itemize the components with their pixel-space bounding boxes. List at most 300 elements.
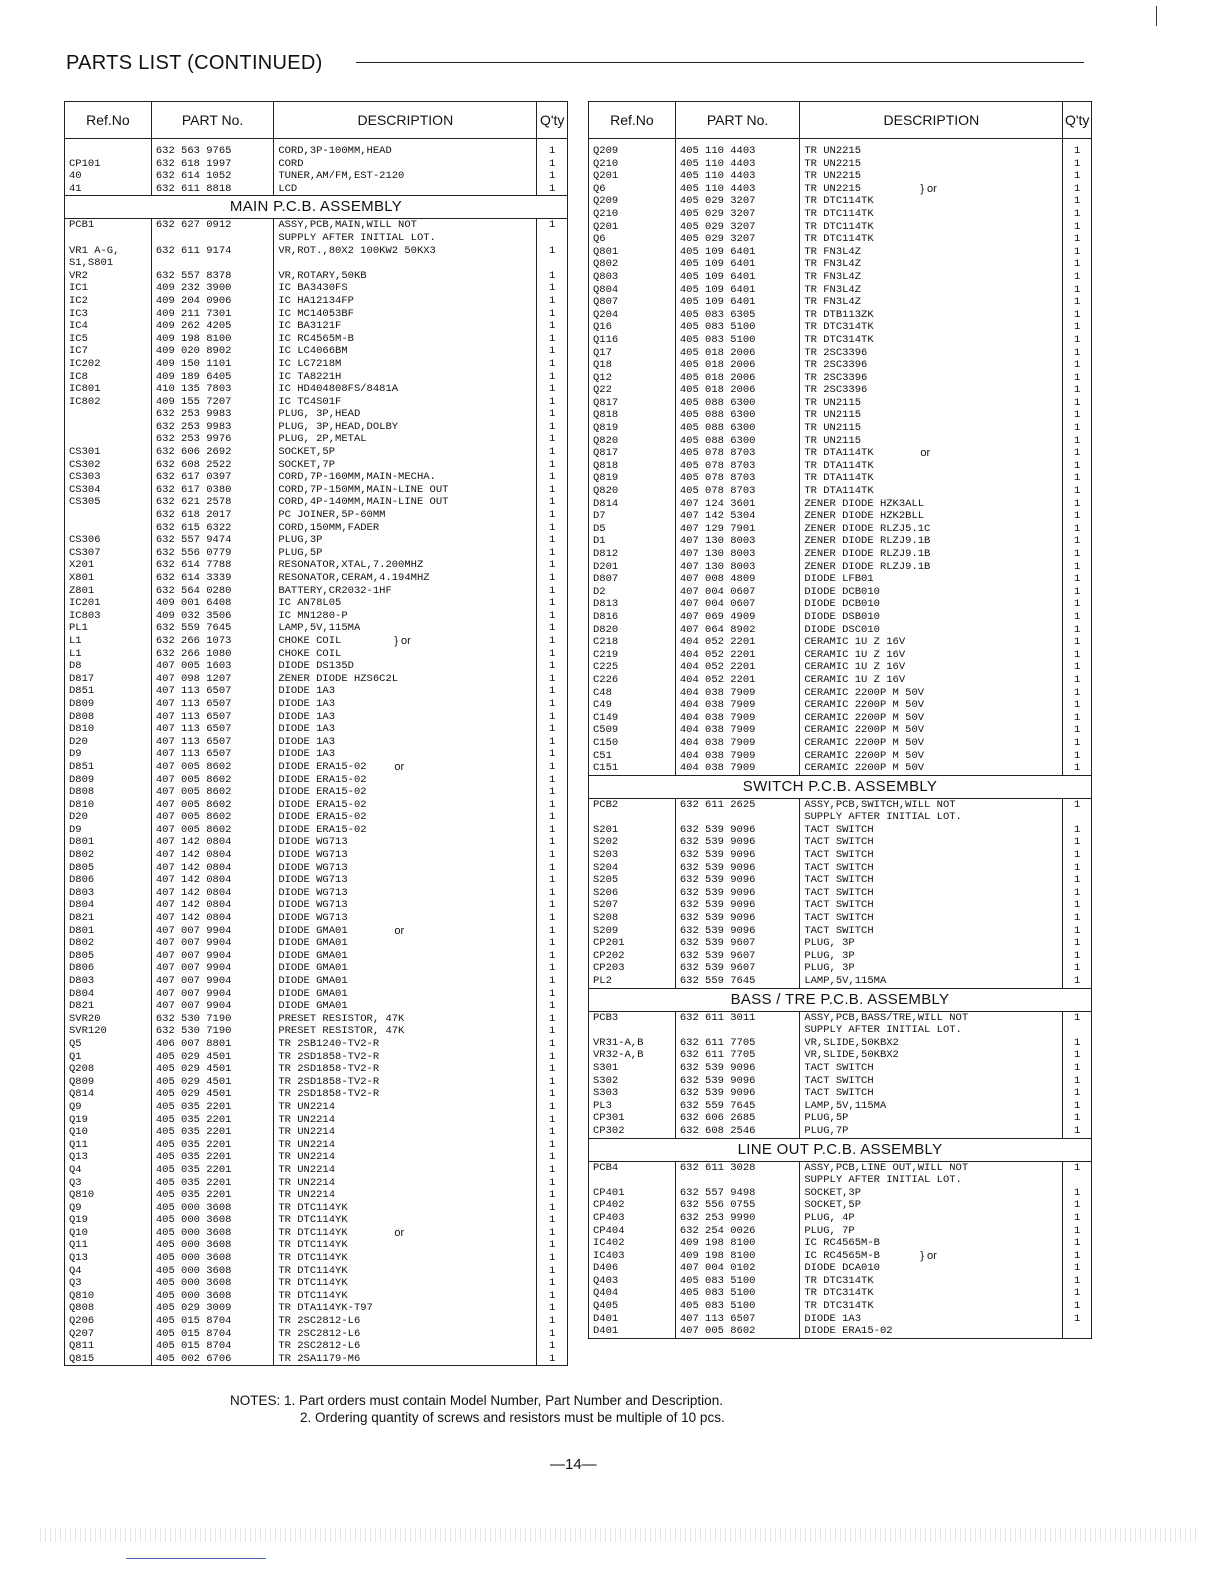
table-row: [65, 1025, 567, 1038]
description-cell: TR UN2214: [274, 1164, 537, 1177]
ref-no-cell: Q818: [589, 460, 675, 473]
left-parts-table: [64, 101, 568, 1366]
qty-cell: 1: [549, 634, 556, 647]
part-no-cell: 409 155 7207: [151, 396, 273, 409]
ref-no-cell: D802: [65, 937, 151, 950]
qty-cell: 1: [549, 1189, 556, 1202]
section-heading: [589, 775, 1091, 798]
ref-no-cell: D801: [65, 836, 151, 849]
part-no-cell: 632 618 1997: [151, 158, 273, 171]
ref-no-cell: S301: [589, 1062, 675, 1075]
table-row: [65, 698, 567, 711]
qty-cell: 1: [549, 1226, 556, 1239]
description-cell: DIODE WG713: [274, 899, 537, 912]
part-no-cell: 409 198 8100: [151, 333, 273, 346]
table-row: [589, 862, 1091, 875]
ref-no-cell: D821: [65, 1000, 151, 1013]
ref-no-cell: L1: [65, 648, 151, 661]
ref-no-cell: C149: [589, 712, 675, 725]
qty-cell: 1: [1074, 485, 1081, 498]
table-row: [65, 1139, 567, 1152]
description-cell: TR FN3L4Z: [800, 246, 1063, 259]
table-row: [65, 761, 567, 774]
description-cell: SUPPLY AFTER INITIAL LOT.: [274, 232, 537, 245]
table-row: [589, 762, 1091, 775]
ref-no-cell: Q3: [65, 1177, 151, 1190]
qty-cell: 1: [549, 962, 556, 975]
qty-cell: 1: [1074, 409, 1081, 422]
part-no-cell: 405 000 3608: [151, 1214, 273, 1227]
part-no-cell: 632 556 0755: [675, 1199, 799, 1212]
table-row: [589, 661, 1091, 674]
part-no-cell: 405 035 2201: [151, 1126, 273, 1139]
part-no-cell: 405 083 5100: [675, 1300, 799, 1313]
description-cell: SUPPLY AFTER INITIAL LOT.: [800, 1024, 1063, 1037]
part-no-cell: 632 557 8378: [151, 270, 273, 283]
qty-cell: 1: [1074, 359, 1081, 372]
ref-no-cell: D20: [65, 736, 151, 749]
description-cell: CERAMIC 1U Z 16V: [800, 661, 1063, 674]
header-qty: Q'ty: [537, 102, 567, 139]
part-no-cell: 405 029 3207: [675, 195, 799, 208]
table-row: [589, 271, 1091, 284]
part-no-cell: 632 539 9096: [675, 824, 799, 837]
table-row: [65, 1114, 567, 1127]
table-row: [589, 435, 1091, 448]
qty-cell: 1: [549, 647, 556, 660]
ref-no-cell: D804: [65, 899, 151, 912]
description-cell: DIODE ERA15-02: [274, 824, 537, 837]
part-no-cell: 407 064 8902: [675, 624, 799, 637]
part-no-cell: 407 007 9904: [151, 925, 273, 938]
description-cell: IC MN1280-P: [274, 610, 537, 623]
ref-no-cell: D809: [65, 698, 151, 711]
description-cell: TR 2SD1858-TV2-R: [274, 1051, 537, 1064]
description-cell: DIODE ERA15-02: [274, 799, 537, 812]
part-no-cell: 409 232 3900: [151, 282, 273, 295]
qty-cell: 1: [1074, 975, 1081, 987]
part-no-cell: 632 611 7705: [675, 1037, 799, 1050]
qty-cell: 1: [1074, 1237, 1081, 1250]
ref-no-cell: C219: [589, 649, 675, 662]
table-row: [65, 484, 567, 497]
table-row: [65, 320, 567, 333]
ref-no-cell: Q210: [589, 158, 675, 171]
description-cell: TR 2SB1240-TV2-R: [274, 1038, 537, 1051]
header-description: DESCRIPTION: [274, 102, 537, 139]
qty-cell: 1: [1074, 1199, 1081, 1212]
description-cell: DIODE WG713: [274, 912, 537, 925]
title-rule: [356, 62, 1084, 63]
description-cell: IC BA3430FS: [274, 282, 537, 295]
ref-no-cell: IC403: [589, 1250, 675, 1263]
right-parts-table: [588, 101, 1092, 1339]
table-row: [589, 950, 1091, 963]
part-no-cell: 404 038 7909: [675, 712, 799, 725]
table-row: [65, 622, 567, 635]
description-cell: DIODE GMA01: [274, 975, 537, 988]
qty-cell: 1: [549, 597, 556, 610]
qty-cell: 1: [549, 609, 556, 622]
ref-no-cell: D803: [65, 975, 151, 988]
description-cell: PLUG, 3P,HEAD,DOLBY: [274, 421, 537, 434]
ref-no-cell: Q811: [65, 1340, 151, 1353]
part-no-cell: 632 564 0280: [151, 585, 273, 598]
qty-cell: 1: [549, 572, 556, 584]
ref-no-cell: D1: [589, 535, 675, 548]
qty-cell: 1: [1074, 1061, 1081, 1074]
description-cell: PLUG,3P: [274, 534, 537, 547]
qty-cell: 1: [1074, 585, 1081, 598]
description-cell: TR DTC114YK: [274, 1202, 537, 1215]
page-title: PARTS LIST (CONTINUED): [66, 52, 323, 74]
part-no-cell: 405 083 5100: [675, 321, 799, 334]
description-cell: DIODE DCB010: [800, 586, 1063, 599]
table-row: [65, 383, 567, 396]
ref-no-cell: D2: [589, 586, 675, 599]
qty-cell: 1: [549, 1012, 556, 1025]
table-row: [589, 699, 1091, 712]
description-cell: IC HA12134FP: [274, 295, 537, 308]
table-row: [65, 723, 567, 736]
ref-no-cell: PCB2: [589, 798, 675, 811]
table-row: [589, 811, 1091, 824]
part-no-cell: 405 109 6401: [675, 284, 799, 297]
table-row: [65, 1290, 567, 1303]
table-row: [589, 1125, 1091, 1138]
ref-no-cell: D821: [65, 912, 151, 925]
ref-no-cell: Q201: [589, 221, 675, 234]
ref-no-cell: IC5: [65, 333, 151, 346]
table-row: [65, 1214, 567, 1227]
ref-no-cell: Z801: [65, 585, 151, 598]
part-no-cell: 407 005 8602: [151, 761, 273, 774]
description-cell: IC RC4565M-B } or: [800, 1250, 1063, 1263]
description-cell: RESONATOR,XTAL,7.200MHZ: [274, 559, 537, 572]
qty-cell: 1: [549, 458, 556, 471]
qty-cell: 1: [549, 912, 556, 925]
part-no-cell: 409 020 8902: [151, 345, 273, 358]
description-cell: CERAMIC 1U Z 16V: [800, 649, 1063, 662]
description-cell: TR 2SC2812-L6: [274, 1315, 537, 1328]
description-cell: DIODE DCB010: [800, 598, 1063, 611]
part-no-cell: 404 052 2201: [675, 674, 799, 687]
ref-no-cell: S205: [589, 874, 675, 887]
part-no-cell: 405 029 3009: [151, 1302, 273, 1315]
ref-no-cell: Q804: [589, 284, 675, 297]
section-title: BASS / TRE P.C.B. ASSEMBLY: [589, 988, 1091, 1011]
ref-no-cell: D851: [65, 685, 151, 698]
part-no-cell: 410 135 7803: [151, 383, 273, 396]
part-no-cell: 632 539 9096: [675, 849, 799, 862]
description-cell: DIODE DSC010: [800, 624, 1063, 637]
qty-cell: 1: [1074, 308, 1081, 321]
table-row: [589, 836, 1091, 849]
part-no-cell: 405 110 4403: [675, 158, 799, 171]
qty-cell: 1: [549, 1100, 556, 1113]
ref-no-cell: CP402: [589, 1199, 675, 1212]
part-no-cell: 409 198 8100: [675, 1237, 799, 1250]
part-no-cell: 405 035 2201: [151, 1139, 273, 1152]
qty-cell: 1: [1074, 636, 1081, 649]
ref-no-cell: S207: [589, 899, 675, 912]
part-no-cell: 405 078 8703: [675, 472, 799, 485]
table-row: [65, 950, 567, 963]
ref-no-cell: IC8: [65, 371, 151, 384]
part-no-cell: 404 052 2201: [675, 636, 799, 649]
description-cell: ASSY,PCB,MAIN,WILL NOT: [274, 219, 537, 232]
ref-no-cell: Q810: [65, 1290, 151, 1303]
part-no-cell: 405 083 5100: [675, 334, 799, 347]
description-cell: TUNER,AM/FM,EST-2120: [274, 170, 537, 183]
qty-cell: 1: [549, 546, 556, 559]
part-no-cell: 405 029 4501: [151, 1076, 273, 1089]
description-cell: SOCKET,5P: [800, 1199, 1063, 1212]
part-no-cell: 405 109 6401: [675, 246, 799, 259]
ref-no-cell: Q206: [65, 1315, 151, 1328]
ref-no-cell: CS301: [65, 446, 151, 459]
part-no-cell: 632 530 7190: [151, 1025, 273, 1038]
table-row: [589, 1237, 1091, 1250]
ref-no-cell: IC402: [589, 1237, 675, 1250]
table-row: [589, 1112, 1091, 1125]
part-no-cell: 407 007 9904: [151, 975, 273, 988]
ref-no-cell: D817: [65, 673, 151, 686]
ref-no-cell: Q19: [65, 1114, 151, 1127]
part-no-cell: 405 002 6706: [151, 1353, 273, 1366]
ref-no-cell: D8: [65, 660, 151, 673]
ref-no-cell: D810: [65, 723, 151, 736]
qty-cell: 1: [549, 798, 556, 811]
description-cell: DIODE ERA15-02: [274, 786, 537, 799]
qty-cell: 1: [549, 483, 556, 496]
ref-no-cell: Q204: [589, 309, 675, 322]
qty-cell: 1: [1074, 861, 1081, 874]
description-cell: TR UN2214: [274, 1177, 537, 1190]
qty-cell: 1: [1074, 1161, 1081, 1174]
qty-cell: 1: [1074, 648, 1081, 661]
ref-no-cell: SVR20: [65, 1013, 151, 1026]
description-cell: TR 2SC2812-L6: [274, 1328, 537, 1341]
ref-no-cell: CP203: [589, 962, 675, 975]
qty-cell: 1: [549, 886, 556, 899]
qty-cell: 1: [1074, 459, 1081, 472]
table-row: [65, 1177, 567, 1190]
table-row: [65, 925, 567, 938]
ref-no-cell: Q809: [65, 1076, 151, 1089]
table-row: [589, 535, 1091, 548]
qty-cell: 1: [549, 1352, 556, 1365]
part-no-cell: 404 052 2201: [675, 649, 799, 662]
note-1: NOTES: 1. Part orders must contain Model Number, Part Number and Description.: [230, 1393, 723, 1408]
table-row: [589, 586, 1091, 599]
qty-cell: 1: [1074, 1287, 1081, 1300]
part-no-cell: 405 029 3207: [675, 221, 799, 234]
table-row: [65, 282, 567, 295]
ref-no-cell: Q820: [589, 485, 675, 498]
description-cell: DIODE ERA15-02: [274, 811, 537, 824]
table-row: [589, 1187, 1091, 1200]
description-cell: PC JOINER,5P-60MM: [274, 509, 537, 522]
table-row: [589, 422, 1091, 435]
qty-cell: 1: [549, 672, 556, 685]
part-no-cell: 632 539 9096: [675, 899, 799, 912]
description-cell: TACT SWITCH: [800, 1062, 1063, 1075]
part-no-cell: 632 614 1052: [151, 170, 273, 183]
ref-no-cell: Q11: [65, 1139, 151, 1152]
description-cell: SUPPLY AFTER INITIAL LOT.: [800, 811, 1063, 824]
description-cell: TR 2SC2812-L6: [274, 1340, 537, 1353]
part-no-cell: 405 000 3608: [151, 1290, 273, 1303]
ref-no-cell: Q3: [65, 1277, 151, 1290]
description-cell: TACT SWITCH: [800, 1087, 1063, 1100]
description-cell: TR UN2214: [274, 1189, 537, 1202]
table-row: [65, 1000, 567, 1013]
ref-no-cell: D816: [589, 611, 675, 624]
part-no-cell: 405 083 5100: [675, 1275, 799, 1288]
qty-cell: 1: [1074, 283, 1081, 296]
part-no-cell: 405 083 5100: [675, 1287, 799, 1300]
qty-cell: 1: [1074, 1274, 1081, 1287]
section-heading: [589, 988, 1091, 1011]
description-cell: CHOKE COIL } or: [274, 635, 537, 648]
description-cell: TR DTC114TK: [800, 233, 1063, 246]
ref-no-cell: C49: [589, 699, 675, 712]
qty-cell: 1: [549, 332, 556, 345]
qty-cell: 1: [549, 1163, 556, 1176]
ref-no-cell: [65, 522, 151, 535]
part-no-cell: 405 035 2201: [151, 1114, 273, 1127]
qty-cell: 1: [1074, 1011, 1081, 1024]
table-row: [589, 472, 1091, 485]
part-no-cell: 405 035 2201: [151, 1177, 273, 1190]
part-no-cell: 405 035 2201: [151, 1189, 273, 1202]
ref-no-cell: Q802: [589, 258, 675, 271]
ref-no-cell: X201: [65, 559, 151, 572]
ref-no-cell: D805: [65, 862, 151, 875]
table-row: [589, 937, 1091, 950]
table-row: [65, 899, 567, 912]
ref-no-cell: Q116: [589, 334, 675, 347]
qty-cell: 1: [549, 496, 556, 509]
qty-cell: 1: [1074, 673, 1081, 686]
table-row: [65, 1151, 567, 1164]
part-no-cell: 405 078 8703: [675, 460, 799, 473]
ref-no-cell: Q209: [589, 139, 675, 158]
ref-no-cell: PL3: [589, 1100, 675, 1113]
description-cell: CORD,150MM,FADER: [274, 522, 537, 535]
qty-cell: 1: [549, 1075, 556, 1088]
table-row: [589, 573, 1091, 586]
description-cell: DIODE GMA01: [274, 1000, 537, 1013]
part-no-cell: 407 007 9904: [151, 962, 273, 975]
ref-no-cell: VR32-A,B: [589, 1049, 675, 1062]
table-row: [65, 660, 567, 673]
ref-no-cell: Q6: [589, 183, 675, 196]
qty-cell: 1: [1074, 573, 1081, 586]
table-row: [65, 496, 567, 509]
ref-no-cell: 40: [65, 170, 151, 183]
qty-cell: 1: [1074, 610, 1081, 623]
table-row: [65, 962, 567, 975]
table-row: [65, 572, 567, 585]
description-cell: PLUG, 2P,METAL: [274, 433, 537, 446]
part-no-cell: 632 539 9096: [675, 862, 799, 875]
ref-no-cell: SVR120: [65, 1025, 151, 1038]
table-row: [589, 1087, 1091, 1100]
qty-cell: 1: [1074, 296, 1081, 309]
part-no-cell: 632 539 9096: [675, 912, 799, 925]
table-row: [589, 1300, 1091, 1313]
description-cell: TR DTC114YK or: [274, 1227, 537, 1240]
ref-no-cell: IC202: [65, 358, 151, 371]
ref-no-cell: S203: [589, 849, 675, 862]
scan-blue-line: [126, 1558, 266, 1559]
qty-cell: 1: [1074, 1249, 1081, 1262]
table-row: [65, 1277, 567, 1290]
part-no-cell: 632 627 0912: [151, 219, 273, 232]
part-no-cell: 405 015 8704: [151, 1328, 273, 1341]
description-cell: ASSY,PCB,SWITCH,WILL NOT: [800, 798, 1063, 811]
qty-cell: 1: [549, 874, 556, 887]
description-cell: ZENER DIODE RLZJ9.1B: [800, 535, 1063, 548]
ref-no-cell: [65, 433, 151, 446]
description-cell: PLUG, 3P: [800, 937, 1063, 950]
part-no-cell: 407 130 8003: [675, 548, 799, 561]
part-no-cell: 632 614 7788: [151, 559, 273, 572]
qty-cell: 1: [1074, 762, 1081, 775]
description-cell: DIODE DS135D: [274, 660, 537, 673]
part-no-cell: 409 150 1101: [151, 358, 273, 371]
description-cell: TR DTC114YK: [274, 1290, 537, 1303]
qty-cell: 1: [1074, 724, 1081, 737]
description-cell: CORD,3P-100MM,HEAD: [274, 139, 537, 158]
description-cell: TR UN2215: [800, 170, 1063, 183]
part-no-cell: 405 029 3207: [675, 208, 799, 221]
ref-no-cell: Q810: [65, 1189, 151, 1202]
ref-no-cell: Q10: [65, 1126, 151, 1139]
qty-cell: 1: [549, 1063, 556, 1076]
description-cell: ASSY,PCB,BASS/TRE,WILL NOT: [800, 1011, 1063, 1024]
ref-no-cell: Q13: [65, 1252, 151, 1265]
part-no-cell: 405 000 3608: [151, 1252, 273, 1265]
description-cell: CORD,4P-140MM,MAIN-LINE OUT: [274, 496, 537, 509]
part-no-cell: 405 109 6401: [675, 258, 799, 271]
table-row: [589, 1250, 1091, 1263]
part-no-cell: 405 018 2006: [675, 372, 799, 385]
table-row: [589, 347, 1091, 360]
part-no-cell: 632 539 9096: [675, 1062, 799, 1075]
ref-no-cell: [589, 1024, 675, 1037]
table-row: [589, 899, 1091, 912]
part-no-cell: 404 038 7909: [675, 737, 799, 750]
part-no-cell: 632 253 9976: [151, 433, 273, 446]
qty-cell: 1: [1074, 258, 1081, 271]
ref-no-cell: S1,S801: [65, 257, 151, 270]
ref-no-cell: Q814: [65, 1088, 151, 1101]
qty-cell: 1: [549, 1277, 556, 1290]
description-cell: SUPPLY AFTER INITIAL LOT.: [800, 1174, 1063, 1187]
ref-no-cell: Q13: [65, 1151, 151, 1164]
ref-no-cell: C51: [589, 750, 675, 763]
table-row: [589, 170, 1091, 183]
part-no-cell: 405 088 6300: [675, 409, 799, 422]
qty-cell: 1: [1074, 422, 1081, 435]
qty-cell: 1: [1074, 535, 1081, 548]
description-cell: TR 2SC3396: [800, 384, 1063, 397]
table-row: [65, 610, 567, 623]
table-row: [589, 611, 1091, 624]
